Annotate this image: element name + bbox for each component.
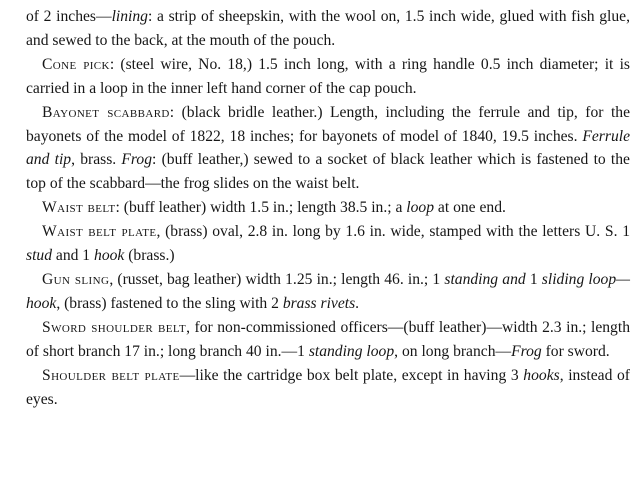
text-run: : (steel wire, No. 18,) 1.5 inch long, with a ring handle 0.5 inch diameter; it is carried in a loop in the inner left hand corner of the cap pouch. bbox=[26, 55, 630, 97]
italic-term: Frog bbox=[121, 151, 153, 169]
entry-heading: Cone pick bbox=[42, 55, 110, 73]
entry-heading: Sword shoulder belt bbox=[42, 318, 187, 336]
italic-term: hooks bbox=[523, 366, 560, 384]
text-run: : (black bridle leather.) Length, including the ferrule and tip, for the bayonets of the model of 1822, 18 inches; for bayonets of model of 1840, 19.5 inches. bbox=[26, 103, 630, 145]
text-run: (brass.) bbox=[124, 247, 175, 265]
text-run: . bbox=[355, 294, 360, 312]
italic-term: hook bbox=[94, 247, 125, 265]
text-run: for sword. bbox=[541, 342, 610, 360]
italic-term: standing and bbox=[444, 270, 526, 288]
text-run: , (brass) fastened to the sling with 2 bbox=[56, 294, 283, 312]
text-run: and 1 bbox=[52, 247, 95, 265]
paragraph-sword-shoulder-belt bbox=[26, 316, 630, 364]
text-run: , on long branch— bbox=[394, 342, 512, 360]
italic-term: standing loop bbox=[308, 342, 395, 360]
paragraph-waist-belt bbox=[26, 196, 630, 220]
paragraph-bayonet-scabbard bbox=[26, 101, 630, 197]
text-run: , (brass) oval, 2.8 in. long by 1.6 in. wide, stamped with the letters U. S. 1 bbox=[156, 223, 630, 241]
text-run: 1 bbox=[525, 270, 542, 288]
entry-heading: Waist belt bbox=[42, 199, 116, 217]
entry-heading: Shoulder belt plate bbox=[42, 366, 180, 384]
text-run: : (buff leather,) sewed to a socket of black leather which is fastened to the top of the scabbard—the frog slides on the waist belt. bbox=[26, 151, 630, 193]
text-run: at one end. bbox=[434, 199, 506, 217]
text-run: , brass. bbox=[71, 151, 122, 169]
italic-term: stud bbox=[26, 247, 52, 265]
text-run: , for non-commissioned officers—(buff leather)—width 2.3 in.; length of short branch 17 in.; long branch 40 in.—1 bbox=[26, 318, 630, 360]
text-run: : a strip of sheepskin, with the wool on, 1.5 inch wide, glued with fish glue, and sewed to the back, at the mouth of the pouch. bbox=[26, 8, 630, 49]
text-run: of 2 inches— bbox=[26, 8, 112, 25]
entry-heading: Waist belt plate bbox=[42, 223, 157, 241]
paragraph-gun-sling bbox=[26, 268, 630, 316]
paragraph-waist-belt-plate bbox=[26, 220, 630, 268]
paragraph-lining-continued bbox=[26, 5, 630, 53]
italic-term: sliding loop—hook bbox=[26, 270, 631, 312]
italic-term: Frog bbox=[511, 342, 542, 360]
entry-heading: Bayonet scabbard bbox=[42, 103, 170, 121]
text-run: , instead of eyes. bbox=[26, 366, 630, 408]
text-run: : (buff leather) width 1.5 in.; length 38.5 in.; a bbox=[115, 199, 407, 217]
text-run: —like the cartridge box belt plate, except in having 3 bbox=[179, 366, 524, 384]
italic-term: Ferrule and tip bbox=[26, 127, 630, 169]
italic-term: brass rivets bbox=[282, 294, 356, 312]
entry-heading: Gun sling bbox=[42, 270, 110, 288]
text-run: , (russet, bag leather) width 1.25 in.; length 46. in.; 1 bbox=[109, 270, 445, 288]
paragraph-cone-pick bbox=[26, 53, 630, 101]
paragraph-shoulder-belt-plate bbox=[26, 364, 630, 412]
italic-term: lining bbox=[111, 8, 148, 25]
italic-term: loop bbox=[406, 199, 435, 217]
